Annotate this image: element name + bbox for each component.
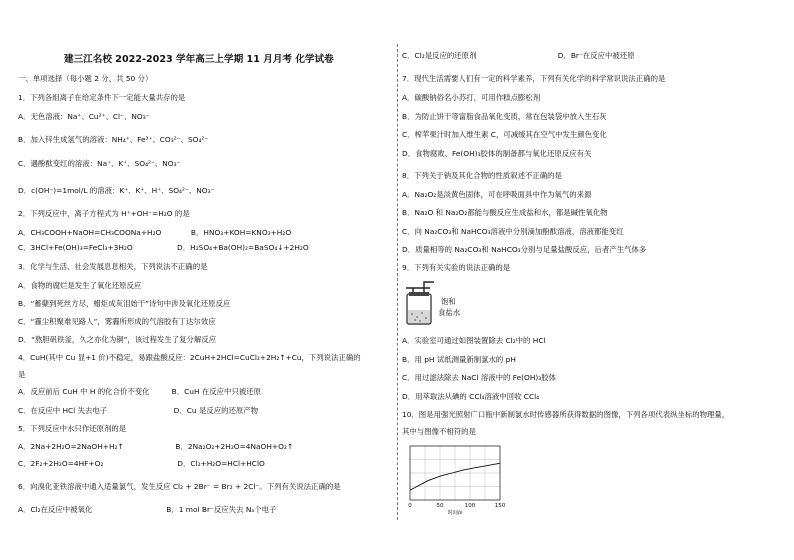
left-text-line: 一、单项选择（每小题 2 分，共 50 分） bbox=[18, 74, 153, 83]
x-tick-label: 50 bbox=[436, 503, 444, 509]
right-text-line: C．向 Na₂CO₃和 NaHCO₃溶液中分别滴加酚酞溶液，溶液都能变红 bbox=[402, 227, 624, 236]
left-text-line: 3．化学与生活、社会发展息息相关，下列说法不正确的是 bbox=[18, 262, 208, 271]
right-text-line: C．Cl₂是反应的还原剂 D．Br⁻在反应中被还原 bbox=[402, 51, 635, 60]
right-text-line: B．用 pH 试纸测量新制氯水的 pH bbox=[402, 355, 516, 364]
x-tick-label: 100 bbox=[464, 503, 476, 509]
right-text-line: 其中与图像不相符的是 bbox=[402, 427, 476, 436]
left-text-line: A．Cl₂在反应中被氧化 B．1 mol Br⁻反应失去 Nₐ个电子 bbox=[18, 505, 277, 514]
left-text-line: A．食物的腐烂是发生了氧化还原反应 bbox=[18, 281, 142, 290]
right-text-line: 7．现代生活需要人们有一定的科学素养，下列有关化学的科学常识说法正确的是 bbox=[402, 74, 666, 83]
left-text-line: 6．向溴化亚铁溶液中通入适量氯气，发生反应 Cl₂ + 2Br⁻ = Br₂ + 2Cl⁻。下列有关说法正确的是 bbox=[18, 482, 341, 491]
right-text-line: D．食物腐败、Fe(OH)₃胶体的制备都与氧化还原反应有关 bbox=[402, 149, 592, 158]
left-text-line: 是 bbox=[18, 370, 26, 379]
right-text-line: A．实验室可通过如图装置除去 Cl₂中的 HCl bbox=[402, 336, 546, 345]
left-text-line: 5．下列反应中水只作还原剂的是 bbox=[18, 424, 127, 433]
left-text-line: 4．CuH(其中 Cu 显+1 价)不稳定，易跟盐酸反应：2CuH+2HCl=CuCl₂+2H₂↑+Cu，下列说法正确的 bbox=[18, 353, 361, 362]
left-text-line: C．2F₂+2H₂O=4HF+O₂ D．Cl₂+H₂O=HCl+HClO bbox=[18, 459, 265, 468]
right-text-line: C．榨苹果汁时加入维生素 C，可减缓其在空气中发生颜色变化 bbox=[402, 130, 607, 139]
right-text-line: B．Na₂O 和 Na₂O₂都能与酸反应生成盐和水，都是碱性氧化物 bbox=[402, 208, 608, 217]
fig9-label-line2: 食盐水 bbox=[438, 308, 461, 317]
right-text-line: C．用过滤法除去 NaCl 溶液中的 Fe(OH)₃胶体 bbox=[402, 373, 557, 382]
light-sensor-chart bbox=[402, 440, 510, 520]
x-axis-label: 时间/s bbox=[447, 510, 463, 516]
left-text-line: C．3HCl+Fe(OH)₃=FeCl₃+3H₂O D．H₂SO₄+Ba(OH)₂=BaSO₄↓+2H₂O bbox=[18, 243, 309, 252]
left-text-line: C．在反应中 HCl 失去电子 D．Cu 是反应的还原产物 bbox=[18, 406, 259, 415]
right-text-line: A．碳酸钠俗名小苏打，可用作糕点膨松剂 bbox=[402, 93, 541, 102]
left-text-line: 1．下列各组离子在给定条件下一定能大量共存的是 bbox=[18, 93, 186, 102]
x-tick-label: 0 bbox=[408, 503, 412, 509]
right-text-line: A．Na₂O₂是淡黄色固体，可在呼吸面具中作为氧气的来源 bbox=[402, 190, 592, 199]
left-text-line: A．反应前后 CuH 中 H 的化合价不变化 B．CuH 在反应中只被还原 bbox=[18, 387, 262, 396]
right-text-line: D．用萃取法从碘的 CCl₄溶液中回收 CCl₄ bbox=[402, 392, 540, 401]
left-text-line: A．2Na+2H₂O=2NaOH+H₂↑ B．2Na₂O₂+2H₂O=4NaOH+O₂↑ bbox=[18, 442, 294, 451]
fig9-label-line1: 饱和 bbox=[441, 297, 456, 306]
left-text-line: B．加入锌生成氢气的溶液：NH₄⁺、Fe³⁺、CO₃²⁻、SO₄²⁻ bbox=[18, 135, 209, 144]
column-divider bbox=[397, 44, 398, 520]
right-text-line: 9．下列有关实验的说法正确的是 bbox=[402, 263, 511, 272]
left-text-line: 2．下列反应中，离子方程式为 H⁺+OH⁻=H₂O 的是 bbox=[18, 209, 190, 218]
right-text-line: D．质量相等的 Na₂CO₃和 NaHCO₃分别与足量盐酸反应，后者产生气体多 bbox=[402, 245, 647, 254]
page-title: 建三江名校 2022-2023 学年高三上学期 11 月月考 化学试卷 bbox=[64, 54, 334, 65]
left-text-line: A．CH₃COOH+NaOH=CH₃COONa+H₂O B．HNO₃+KOH=KNO₃+H₂O bbox=[18, 228, 292, 237]
left-text-line: A．无色溶液：Na⁺、Cu²⁺、Cl⁻、NO₃⁻ bbox=[18, 112, 150, 121]
left-text-line: C．遇酚酞变红的溶液：Na⁺、K⁺、SO₄²⁻、NO₃⁻ bbox=[18, 159, 181, 168]
left-text-line: D．“熬胆矾铁釜，久之亦化为铜”，该过程发生了复分解反应 bbox=[18, 335, 217, 344]
right-text-line: B．为防止饼干等富脂食品氧化变质，常在包装袋中放入生石灰 bbox=[402, 112, 607, 121]
left-text-line: B．“蓄蘖到死丝方尽，蜡炬成灰泪始干”诗句中涉及氧化还原反应 bbox=[18, 299, 231, 308]
x-tick-label: 150 bbox=[494, 503, 506, 509]
right-text-line: 8．下列关于钠及其化合物的性质叙述不正确的是 bbox=[402, 171, 562, 180]
left-text-line: D．c(OH⁻)=1mol/L 的溶液：K⁺、K⁺、H⁺、SO₄²⁻、NO₃⁻ bbox=[18, 186, 215, 195]
right-text-line: 10．图是用强光照射广口瓶中新制氯水时传感器所获得数据的图像，下列各项代表纵坐标的物理量， bbox=[402, 410, 730, 419]
left-text-line: C．“霾尘积聚难见路人”，雾霾所形成的气溶胶有丁达尔效应 bbox=[18, 317, 216, 326]
